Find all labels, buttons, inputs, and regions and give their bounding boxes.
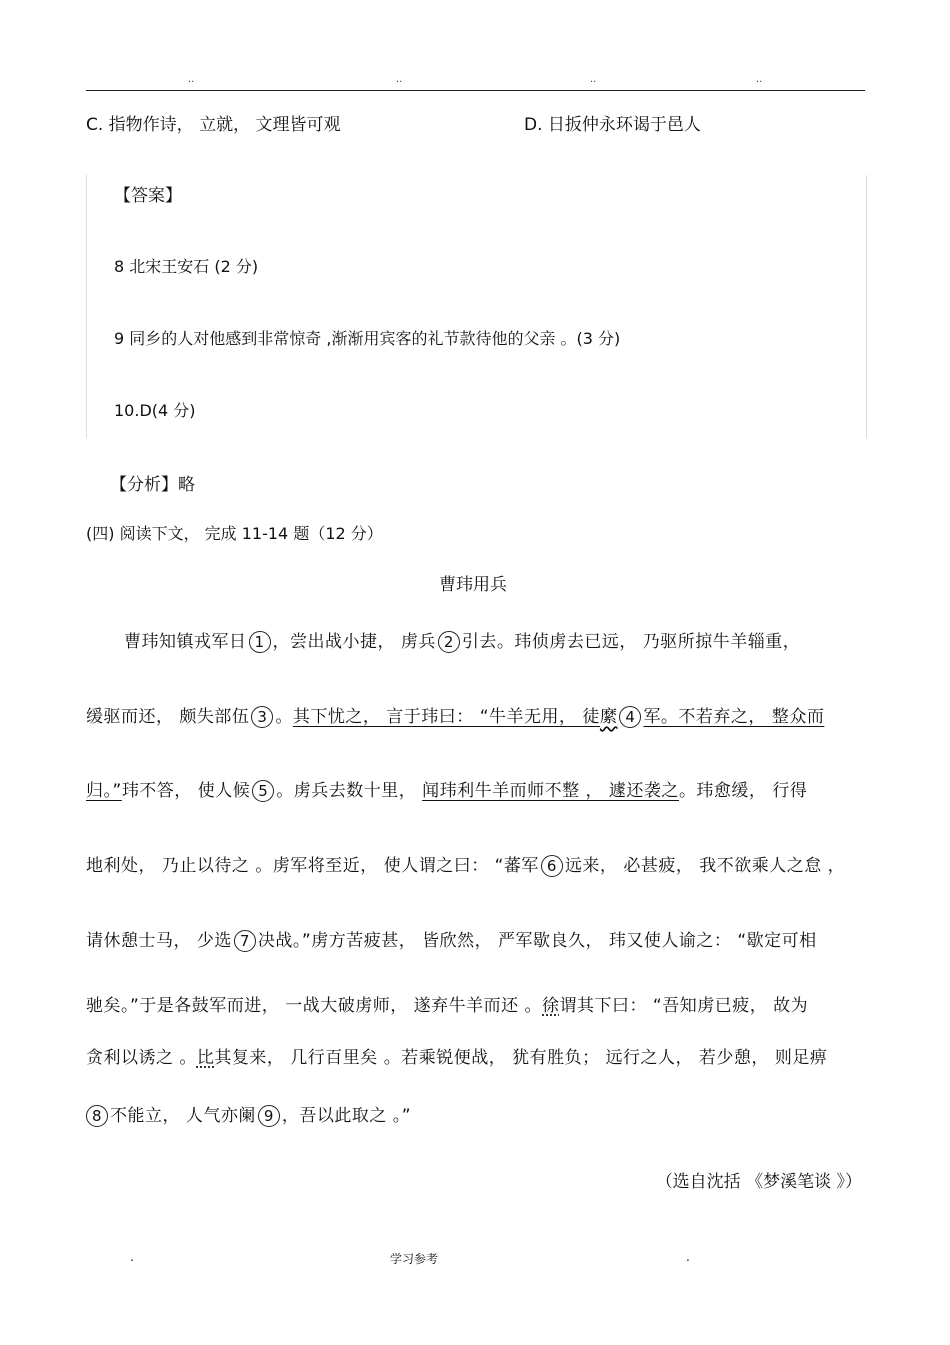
header-mark: .. <box>590 74 597 85</box>
text-run: ，尝出战小捷， 虏兵 <box>272 632 436 652</box>
note-marker: 7 <box>234 930 256 952</box>
text-run: 。 <box>275 707 293 727</box>
text-run: 。玮愈缓， 行得 <box>678 781 808 801</box>
text-run: 曹玮知镇戎军日 <box>124 632 247 652</box>
text-run: 请休憩士马， 少选 <box>86 931 232 951</box>
note-marker: 5 <box>252 780 274 802</box>
note-marker: 8 <box>86 1105 108 1127</box>
text-run: 不能立， 人气亦阑 <box>110 1106 256 1126</box>
text-run: 引去。玮侦虏去已远， 乃驱所掠牛羊辎重， <box>461 632 801 652</box>
underlined-text: 归。” <box>86 781 122 801</box>
note-marker: 3 <box>251 706 273 728</box>
note-marker: 2 <box>438 631 460 653</box>
text-run: 驰矣。”于是各鼓军而进， 一战大破虏师， 遂弃牛羊而还 。 <box>86 996 543 1016</box>
header-mark: .. <box>188 74 195 85</box>
passage-source: （选自沈括 《梦溪笔谈 》） <box>655 1172 862 1192</box>
dotted-word: 比 <box>196 1048 215 1068</box>
answer-10: 10.D(4 分) <box>114 401 196 420</box>
underlined-text: 军。不若弃之， 整众而 <box>643 707 825 727</box>
note-marker: 6 <box>541 855 563 877</box>
text-run: ，吾以此取之 。” <box>281 1106 412 1126</box>
underlined-text: 其下忧之， 言于玮曰： “牛羊无用， 徒 <box>292 707 600 727</box>
passage-line-8 <box>84 1101 411 1127</box>
header-rule <box>86 90 865 91</box>
text-run: 玮不答， 使人候 <box>121 781 251 801</box>
answer-box <box>86 175 867 438</box>
note-marker: 1 <box>249 631 271 653</box>
option-d: D. 日扳仲永环谒于邑人 <box>524 115 701 135</box>
passage-line-5 <box>86 926 817 952</box>
answer-title: 【答案】 <box>114 186 182 206</box>
passage-line-3 <box>86 776 807 802</box>
passage-line-7 <box>86 1043 827 1068</box>
passage-line-1 <box>124 627 800 653</box>
header-mark: .. <box>756 74 763 85</box>
note-marker: 9 <box>258 1105 280 1127</box>
answer-8: 8 北宋王安石 (2 分) <box>114 257 259 276</box>
text-run: 缓驱而还， 颇失部伍 <box>86 707 250 727</box>
note-marker: 4 <box>619 706 641 728</box>
text-run: 。虏兵去数十里， <box>276 781 423 801</box>
footer-right: . <box>686 1250 690 1264</box>
text-run: 其复来， 几行百里矣 。若乘锐便战， 犹有胜负； 远行之人， 若少憩， 则足痹 <box>214 1048 828 1068</box>
header-mark: .. <box>396 74 403 85</box>
passage-title: 曹玮用兵 <box>439 575 507 595</box>
text-run: 贪利以诱之 。 <box>86 1048 197 1068</box>
wavy-word: 縻 <box>599 707 618 727</box>
footer-center: 学习参考 <box>390 1252 439 1266</box>
passage-line-6 <box>86 991 808 1016</box>
text-run: 决战。”虏方苦疲甚， 皆欣然， 严军歇良久， 玮又使人谕之： “歇定可相 <box>257 931 817 951</box>
passage-line-2 <box>86 702 824 728</box>
section-heading: (四) 阅读下文， 完成 11-14 题（12 分） <box>86 524 383 543</box>
answer-9: 9 同乡的人对他感到非常惊奇 ,渐渐用宾客的礼节款待他的父亲 。(3 分) <box>114 329 621 348</box>
passage-line-4 <box>86 851 845 877</box>
underlined-text: 闻玮利牛羊而师不整 ， 遽还袭之 <box>422 781 679 801</box>
text-run: 谓其下曰： “吾知虏已疲， 故为 <box>559 996 809 1016</box>
footer-left: . <box>130 1250 134 1264</box>
analysis: 【分析】略 <box>110 475 195 495</box>
dotted-word: 徐 <box>542 996 560 1016</box>
text-run: 远来， 必甚疲， 我不欲乘人之怠 ， <box>564 856 846 876</box>
option-c: C. 指物作诗， 立就， 文理皆可观 <box>86 115 341 135</box>
text-run: 地利处， 乃止以待之 。虏军将至近， 使人谓之曰： “蕃军 <box>86 856 539 876</box>
